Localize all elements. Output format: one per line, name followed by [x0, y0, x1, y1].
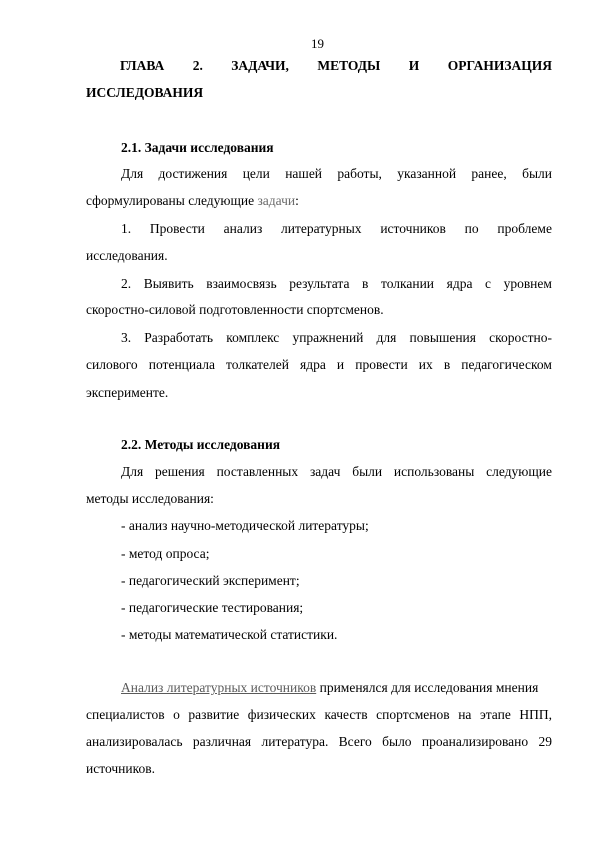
text-word: ядра: [446, 276, 473, 291]
text-word: НПП,: [519, 707, 552, 722]
list-item: - педагогический эксперимент;: [121, 573, 300, 588]
text-word: комплекс: [226, 330, 280, 345]
text-word: следующие: [486, 464, 552, 479]
text-word: уровнем: [503, 276, 552, 291]
chapter-word: ОРГАНИЗАЦИЯ: [447, 58, 552, 73]
text-word: скоростно-: [489, 330, 552, 345]
text-word: Для: [121, 464, 144, 479]
task-item-3: [121, 330, 552, 346]
analysis-line1: [121, 680, 552, 696]
task-item-2: [121, 276, 552, 292]
text-word: Провести: [149, 221, 205, 236]
text-word: цели: [242, 166, 270, 181]
tasks-intro-line2: [86, 193, 299, 209]
text-word: проанализировано: [421, 734, 529, 749]
text-word: использованы: [393, 464, 475, 479]
text-word: 1.: [121, 221, 132, 236]
text-word: 3.: [121, 330, 132, 345]
text-word: анализировалась: [86, 734, 183, 749]
text-word: их: [418, 357, 433, 372]
text-word: качеств: [324, 707, 368, 722]
text-word: педагогическом: [461, 357, 552, 372]
text-word: взаимосвязь: [206, 276, 277, 291]
text-word: Разработать: [144, 330, 214, 345]
analysis-line2: [86, 707, 552, 723]
text-word: были: [352, 464, 383, 479]
text-word: литературных: [281, 221, 362, 236]
text-word: применялся для исследования мнения: [316, 680, 539, 695]
text-word: с: [485, 276, 491, 291]
text-segment: сформулированы следующие: [86, 193, 258, 208]
list-item: - анализ научно-методической литературы;: [121, 518, 369, 533]
chapter-title-line2: ИССЛЕДОВАНИЯ: [86, 85, 204, 100]
text-word: проблеме: [497, 221, 552, 236]
text-word: литература.: [261, 734, 329, 749]
text-word: 29: [538, 734, 552, 749]
analysis-link[interactable]: Анализ литературных источников: [121, 680, 317, 695]
text-word: различная: [192, 734, 252, 749]
text-word: поставленных: [216, 464, 299, 479]
text-word: анализ: [223, 221, 263, 236]
methods-intro-line1: [121, 464, 552, 480]
chapter-word: ГЛАВА: [120, 58, 165, 73]
text-word: Выявить: [143, 276, 194, 291]
text-word: для: [376, 330, 397, 345]
section-heading-methods: 2.2. Методы исследования: [121, 437, 281, 452]
text-word: решения: [154, 464, 205, 479]
text-word: ранее,: [471, 166, 507, 181]
text-word: было: [382, 734, 412, 749]
text-word: достижения: [158, 166, 228, 181]
text-word: были: [522, 166, 552, 181]
text-word: [121, 680, 538, 696]
text-word: развитие: [188, 707, 240, 722]
text-word: ядра: [300, 357, 326, 372]
text-word: провести: [355, 357, 408, 372]
text-word: работы,: [337, 166, 382, 181]
text-segment: :: [295, 193, 299, 208]
text-word: силового: [86, 357, 138, 372]
text-word: специалистов: [86, 707, 165, 722]
text-word: о: [173, 707, 180, 722]
text-word: толкании: [380, 276, 435, 291]
tasks-intro-line1: [121, 166, 552, 182]
text-word: физических: [247, 707, 316, 722]
analysis-line3: [86, 734, 552, 750]
text-word: Всего: [338, 734, 372, 749]
text-word: Для: [121, 166, 144, 181]
text-word: упражнений: [292, 330, 364, 345]
page-number: 19: [311, 36, 324, 51]
text-word: нашей: [285, 166, 323, 181]
chapter-word: И: [408, 58, 420, 73]
text-word: в: [362, 276, 369, 291]
chapter-word: ЗАДАЧИ,: [231, 58, 289, 73]
task-item-3-cont: [86, 357, 552, 373]
text-word: указанной: [397, 166, 457, 181]
text-word: повышения: [409, 330, 476, 345]
text-word: потенциала: [148, 357, 215, 372]
text-word: и: [336, 357, 345, 372]
analysis-line4: источников.: [86, 761, 155, 776]
text-word: спортсменов: [376, 707, 450, 722]
tasks-link[interactable]: задачи: [257, 193, 296, 208]
chapter-word: МЕТОДЫ: [317, 58, 381, 73]
text-word: по: [464, 221, 479, 236]
list-item: - метод опроса;: [121, 546, 210, 561]
list-item: - методы математической статистики.: [121, 627, 338, 642]
text-word: результата: [289, 276, 350, 291]
task-item-1-cont: исследования.: [86, 248, 168, 263]
section-heading-tasks: 2.1. Задачи исследования: [121, 140, 274, 155]
task-item-2-cont: скоростно-силовой подготовленности спортсменов.: [86, 302, 384, 317]
chapter-word: 2.: [192, 58, 203, 73]
task-item-1: [121, 221, 552, 237]
task-item-3-end: эксперименте.: [86, 385, 169, 400]
text-word: в: [443, 357, 451, 372]
methods-intro-line2: методы исследования:: [86, 491, 214, 506]
text-word: 2.: [121, 276, 132, 291]
text-word: на: [458, 707, 472, 722]
text-word: этапе: [479, 707, 511, 722]
text-word: источников: [380, 221, 446, 236]
text-word: задач: [309, 464, 341, 479]
list-item: - педагогические тестирования;: [121, 600, 304, 615]
text-word: толкателей: [226, 357, 289, 372]
